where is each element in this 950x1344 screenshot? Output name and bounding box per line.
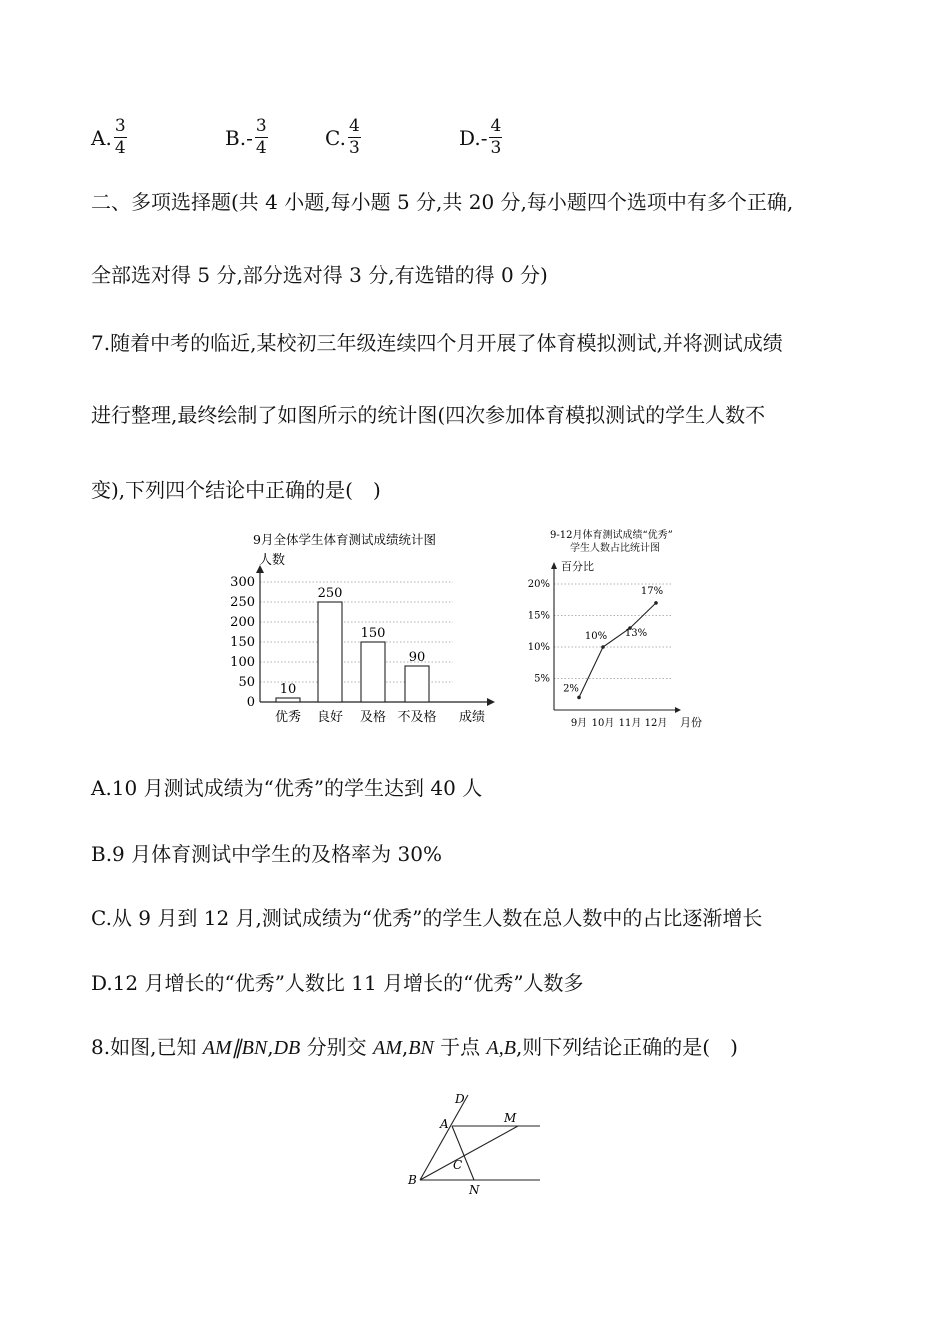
fraction: $\frac{3}{4}$	[255, 116, 267, 158]
line-chart-ylabel: 百分比	[561, 560, 594, 573]
y-tick-label: 150	[230, 635, 255, 650]
bar	[405, 666, 429, 702]
y-tick-label: 250	[230, 595, 255, 610]
y-tick-label: 15%	[527, 610, 550, 622]
x-tick-label: 9月	[570, 718, 588, 729]
x-tick-label: 及格	[359, 710, 387, 725]
q7-stem-line-3: 变),下列四个结论中正确的是( )	[91, 478, 381, 502]
q6-option-d: D. - $\frac{4}{3}$	[459, 116, 502, 158]
y-tick-label: 50	[238, 675, 255, 690]
q6-option-b: B. - $\frac{3}{4}$	[225, 116, 267, 158]
data-point	[654, 601, 658, 605]
y-tick-label: 0	[246, 695, 255, 710]
x-axis-arrow	[675, 707, 681, 713]
line-chart-title-2: 学生人数占比统计图	[570, 543, 660, 554]
x-tick-label: 10月	[591, 718, 615, 729]
x-tick-label: 不及格	[397, 710, 437, 725]
bar-value-label: 250	[317, 586, 343, 601]
q7-option-d: D.12 月增长的“优秀”人数比 11 月增长的“优秀”人数多	[91, 971, 584, 995]
point-value-label: 2%	[563, 683, 579, 695]
y-tick-label: 5%	[534, 673, 550, 685]
bar-chart-ylabel: 人数	[259, 553, 286, 568]
y-tick-label: 10%	[527, 642, 550, 653]
q7-option-a: A.10 月测试成绩为“优秀”的学生达到 40 人	[91, 776, 483, 800]
label-d: D	[455, 1092, 465, 1106]
x-tick-label: 良好	[316, 710, 344, 725]
geometry-figure	[400, 1090, 545, 1200]
bar-value-label: 10	[279, 682, 297, 697]
series-line	[579, 603, 656, 698]
y-tick-label: 20%	[527, 579, 550, 590]
bar	[276, 698, 300, 702]
bar-value-label: 90	[408, 650, 426, 665]
label-n: N	[469, 1183, 480, 1197]
point-value-label: 17%	[640, 585, 664, 597]
q7-stem-line-1: 7.随着中考的临近,某校初三年级连续四个月开展了体育模拟测试,并将测试成绩	[91, 331, 783, 355]
bar	[318, 602, 342, 702]
y-axis-arrow	[551, 562, 557, 569]
q6-option-a: A. $\frac{3}{4}$	[91, 116, 126, 158]
point-value-label: 13%	[624, 628, 648, 640]
line-chart-title-1: 9-12月体育测试成绩“优秀”	[550, 530, 673, 541]
x-tick-label: 12月	[644, 718, 668, 729]
bar-chart-title: 9月全体学生体育测试成绩统计图	[253, 532, 436, 547]
x-tick-label: 优秀	[274, 710, 302, 725]
data-point	[601, 645, 605, 649]
q8-stem: 8.如图,已知 AM∥BN,DB 分别交 AM,BN 于点 A,B,则下列结论正确的是( )	[91, 1035, 738, 1059]
q6-option-c: C. $\frac{4}{3}$	[325, 116, 360, 158]
bar	[361, 642, 385, 702]
section-header-line-1: 二、多项选择题(共 4 小题,每小题 5 分,共 20 分,每小题四个选项中有多个正确,	[91, 190, 794, 214]
q7-option-b: B.9 月体育测试中学生的及格率为 30%	[91, 842, 442, 866]
fraction: $\frac{3}{4}$	[114, 116, 126, 158]
section-header-line-2: 全部选对得 5 分,部分选对得 3 分,有选错的得 0 分)	[91, 263, 548, 287]
y-tick-label: 200	[230, 615, 255, 630]
label-m: M	[504, 1111, 517, 1125]
bar-chart-xlabel: 成绩	[459, 710, 486, 725]
fraction: $\frac{4}{3}$	[490, 116, 502, 158]
x-tick-label: 11月	[618, 718, 642, 729]
fraction: $\frac{4}{3}$	[348, 116, 360, 158]
bar-chart	[225, 527, 500, 732]
label-a: A	[440, 1117, 449, 1131]
data-point	[577, 696, 581, 700]
label-b: B	[408, 1173, 417, 1187]
y-tick-label: 300	[230, 575, 255, 590]
q7-stem-line-2: 进行整理,最终绘制了如图所示的统计图(四次参加体育模拟测试的学生人数不	[91, 403, 766, 427]
bar-value-label: 150	[360, 626, 386, 641]
x-axis-arrow	[487, 698, 495, 706]
y-tick-label: 100	[230, 655, 255, 670]
q7-option-c: C.从 9 月到 12 月,测试成绩为“优秀”的学生人数在总人数中的占比逐渐增长	[91, 906, 763, 930]
label-c: C	[453, 1158, 463, 1172]
line-chart-xlabel: 月份	[680, 716, 702, 729]
point-value-label: 10%	[584, 631, 608, 642]
line-chart	[522, 527, 712, 732]
